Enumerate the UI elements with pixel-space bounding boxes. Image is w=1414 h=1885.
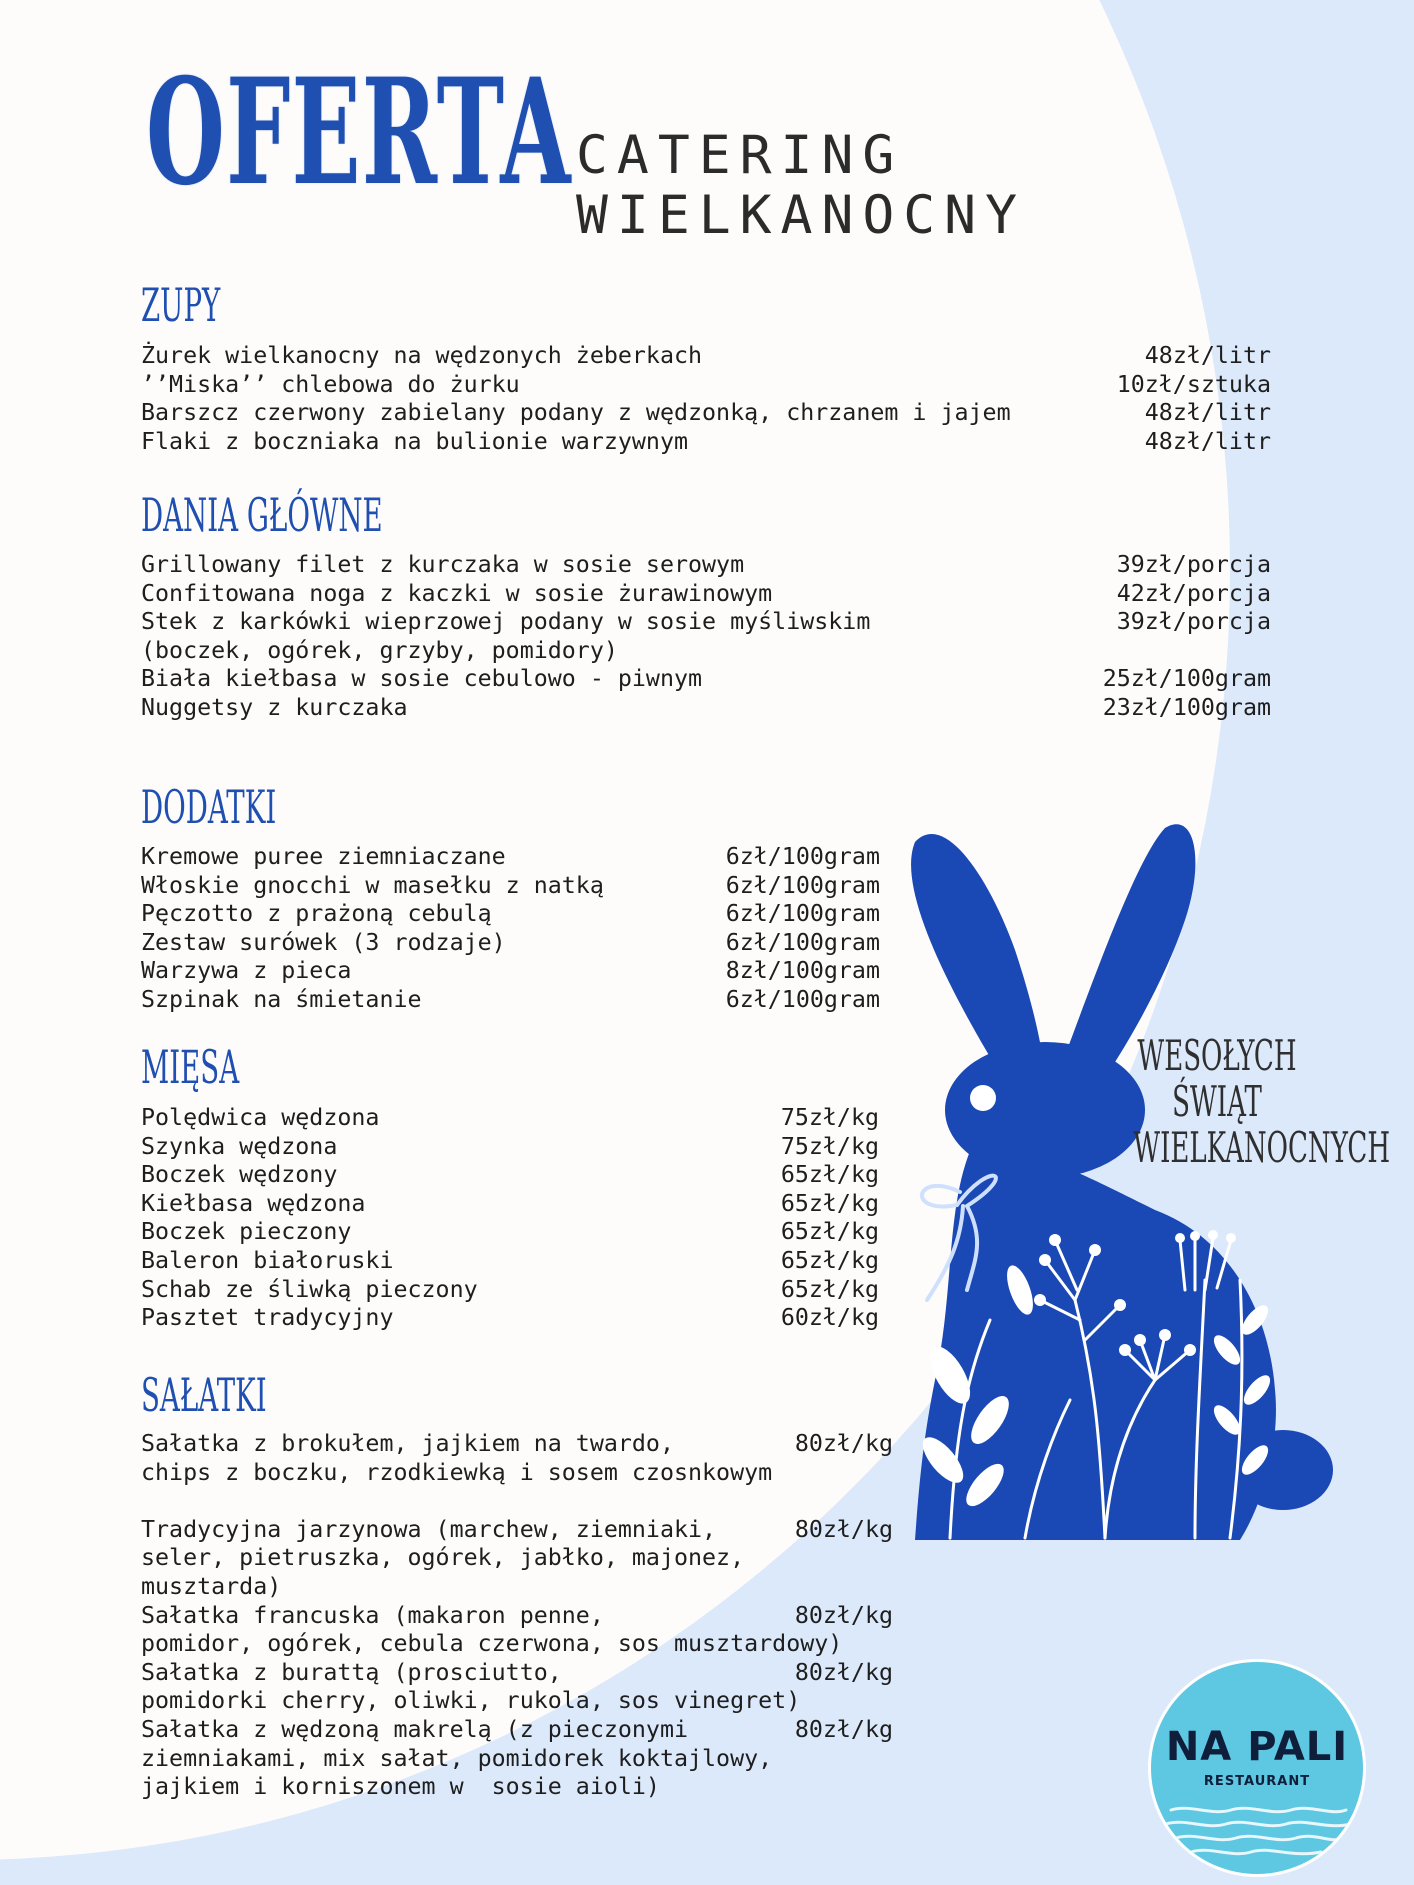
item-name: Boczek pieczony [141,1218,352,1246]
menu-item [141,342,1271,371]
item-name: Warzywa z pieca [141,957,352,985]
item-name: Kiełbasa wędzona [141,1189,366,1217]
menu-item [141,986,880,1015]
menu-item [141,1602,893,1659]
item-name: Tradycyjna jarzynowa (marchew, ziemniaki, [141,1515,717,1543]
menu-item [141,551,1271,580]
restaurant-logo-icon [1148,1659,1366,1877]
menu-item-note [141,637,1271,666]
item-price: 6zł/100gram [725,843,880,870]
item-price: 48zł/litr [1144,427,1271,455]
logo-name: NA PALI [1165,1724,1349,1770]
greeting-line-1: WESOŁYCH ŚWIĄT [1137,1031,1297,1126]
item-description: pomidor, ogórek, cebula czerwona, sos musztardowy) [141,1630,843,1658]
menu-item [141,1161,879,1190]
item-name: Stek z karkówki wieprzowej podany w sosie myśliwskim [141,608,871,636]
item-name: Polędwica wędzona [141,1104,380,1131]
menu-item [141,665,1271,694]
item-name: (boczek, ogórek, grzyby, pomidory) [141,636,618,664]
easter-greeting [1133,1031,1391,1172]
menu-item [141,900,880,929]
item-price: 65zł/kg [780,1275,879,1303]
item-name: Sałatka z brokułem, jajkiem na twardo, [141,1430,674,1457]
spacer [141,1487,893,1516]
menu-item [141,1133,879,1162]
menu-item [141,1104,879,1133]
logo-subtitle: RESTAURANT [1203,1774,1311,1789]
item-name: Sałatka francuska (makaron penne, [141,1601,604,1629]
menu-item [141,1716,893,1802]
waves-icon [1151,1802,1363,1874]
menu-item [141,1190,879,1219]
item-price: 65zł/kg [780,1246,879,1274]
item-price: 39zł/porcja [1116,608,1271,636]
item-price: 75zł/kg [780,1132,879,1160]
section-title-dania: DANIA GŁÓWNE [141,488,383,542]
miesa-list [141,1104,879,1333]
dania-list [141,551,1271,723]
item-name: Boczek wędzony [141,1161,338,1189]
item-price: 80zł/kg [794,1715,893,1743]
item-name: Schab ze śliwką pieczony [141,1275,478,1303]
item-price: 65zł/kg [780,1218,879,1246]
item-name: Barszcz czerwony zabielany podany z wędzonką, chrzanem i jajem [141,399,1011,427]
item-price: 10zł/sztuka [1116,370,1271,398]
item-name: Sałatka z burattą (prosciutto, [141,1658,562,1686]
item-price: 8zł/100gram [725,957,880,985]
menu-item [141,371,1271,400]
item-name: Biała kiełbasa w sosie cebulowo - piwnym [141,665,703,693]
item-price: 6zł/100gram [725,985,880,1013]
menu-item [141,1247,879,1276]
item-name: Szynka wędzona [141,1132,338,1160]
menu-item [141,1659,893,1716]
item-price: 80zł/kg [794,1658,893,1686]
menu-item [141,957,880,986]
menu-item [141,1304,879,1333]
menu-item [141,1516,893,1602]
menu-item [141,843,880,872]
item-price: 48zł/litr [1144,399,1271,427]
menu-item [141,1430,893,1487]
item-name: ’’Miska’’ chlebowa do żurku [141,370,520,398]
item-price: 25zł/100gram [1102,665,1271,693]
item-name: Pęczotto z prażoną cebulą [141,900,492,928]
item-price: 75zł/kg [780,1104,879,1131]
salatki-list [141,1430,893,1802]
page-title: OFERTA [146,47,572,218]
item-name: Flaki z boczniaka na bulionie warzywnym [141,427,689,455]
menu-item [141,694,1271,723]
menu-item [141,580,1271,609]
item-price: 80zł/kg [794,1601,893,1629]
menu-item [141,929,880,958]
item-name: Kremowe puree ziemniaczane [141,843,506,870]
item-price: 6zł/100gram [725,900,880,928]
item-name: Pasztet tradycyjny [141,1304,394,1332]
item-name: Sałatka z wędzoną makrelą (z pieczonymi [141,1715,689,1743]
item-description: pomidorki cherry, oliwki, rukola, sos vinegret) [141,1687,801,1715]
section-title-miesa: MIĘSA [141,1040,240,1094]
item-name: Confitowana noga z kaczki w sosie żurawinowym [141,579,773,607]
easter-bunny-illustration-icon [895,820,1391,1540]
item-price: 23zł/100gram [1102,693,1271,721]
subtitle-line-1: CATERING [576,125,904,186]
dodatki-list [141,843,880,1015]
subtitle-line-2: WIELKANOCNY [576,185,1026,246]
item-name: Nuggetsy z kurczaka [141,693,408,721]
item-description: seler, pietruszka, ogórek, jabłko, majonez, musztarda) [141,1544,745,1600]
section-title-zupy: ZUPY [141,278,221,332]
item-price: 80zł/kg [794,1430,893,1457]
item-price: 80zł/kg [794,1515,893,1543]
item-price: 65zł/kg [780,1189,879,1217]
page-subtitle [576,126,1026,246]
item-name: Żurek wielkanocny na wędzonych żeberkach [141,342,703,369]
greeting-line-2: WIELKANOCNYCH [1133,1123,1391,1172]
menu-item [141,428,1271,457]
item-price: 39zł/porcja [1116,551,1271,578]
item-price: 42zł/porcja [1116,579,1271,607]
section-title-salatki: SAŁATKI [141,1368,267,1422]
menu-item [141,608,1271,637]
item-name: Zestaw surówek (3 rodzaje) [141,928,506,956]
item-description: ziemniakami, mix sałat, pomidorek koktajlowy, jajkiem i korniszonem w sosie aioli) [141,1744,773,1801]
item-name: Grillowany filet z kurczaka w sosie serowym [141,551,745,578]
menu-item [141,1276,879,1305]
item-name: Włoskie gnocchi w masełku z natką [141,871,604,899]
item-price: 48zł/litr [1144,342,1271,369]
menu-item [141,399,1271,428]
menu-item [141,872,880,901]
item-price: 6zł/100gram [725,871,880,899]
section-title-dodatki: DODATKI [141,780,277,834]
menu-item [141,1218,879,1247]
item-description: chips z boczku, rzodkiewką i sosem czosnkowym [141,1458,773,1486]
item-name: Szpinak na śmietanie [141,985,422,1013]
item-price: 6zł/100gram [725,928,880,956]
item-name: Baleron białoruski [141,1246,394,1274]
item-price: 65zł/kg [780,1161,879,1189]
item-price: 60zł/kg [780,1304,879,1332]
zupy-list [141,342,1271,456]
